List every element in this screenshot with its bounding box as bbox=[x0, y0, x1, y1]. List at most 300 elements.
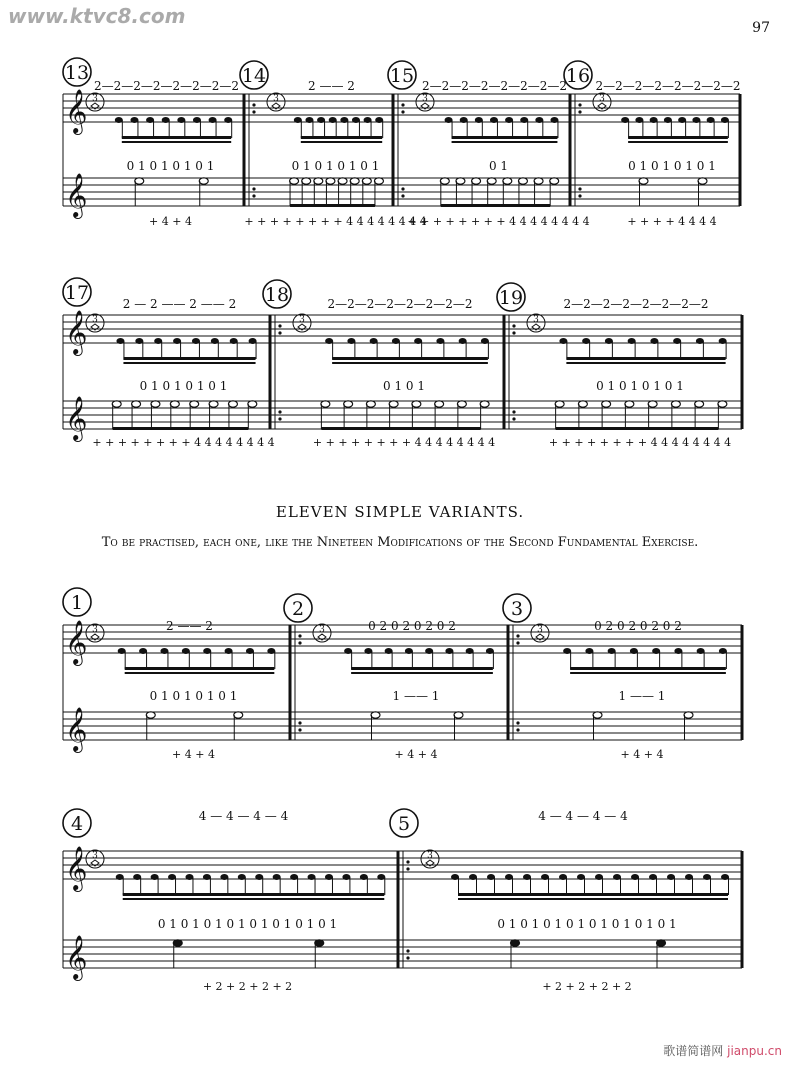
notehead bbox=[305, 117, 313, 123]
notehead bbox=[267, 648, 275, 654]
notehead bbox=[466, 648, 474, 654]
notehead bbox=[621, 117, 629, 123]
bass-notehead bbox=[457, 401, 466, 407]
beam bbox=[351, 672, 493, 674]
beam bbox=[566, 362, 725, 364]
bass-notehead bbox=[718, 401, 727, 407]
bass-fingering: + + + + 4 4 4 4 bbox=[627, 215, 717, 228]
bass-notehead bbox=[440, 178, 449, 184]
beam bbox=[458, 898, 728, 900]
notehead bbox=[168, 874, 176, 880]
string-number: 3 bbox=[427, 851, 433, 861]
bass-fingering: + 2 + 2 + 2 + 2 bbox=[202, 980, 293, 993]
string-number: 3 bbox=[533, 315, 539, 325]
notehead bbox=[425, 648, 433, 654]
bass-notehead bbox=[671, 401, 680, 407]
repeat-dot bbox=[406, 867, 409, 870]
notehead bbox=[377, 874, 385, 880]
repeat-dot bbox=[578, 194, 581, 197]
repeat-dot bbox=[278, 417, 281, 420]
bass-notehead bbox=[199, 178, 208, 184]
notehead bbox=[563, 648, 571, 654]
notehead bbox=[667, 874, 675, 880]
measure-number: 3 bbox=[510, 598, 524, 620]
notehead bbox=[154, 338, 162, 344]
lower-fingering: 0 1 0 1 0 1 0 1 bbox=[126, 159, 215, 173]
bass-notehead bbox=[344, 401, 353, 407]
notehead bbox=[436, 338, 444, 344]
repeat-dot bbox=[401, 187, 404, 190]
bass-notehead bbox=[684, 712, 693, 718]
notehead bbox=[664, 117, 672, 123]
notehead bbox=[224, 117, 232, 123]
lower-fingering: 0 1 0 1 0 1 0 1 bbox=[628, 159, 716, 173]
bass-beam bbox=[321, 427, 480, 430]
upper-beamed-notes bbox=[621, 117, 729, 143]
bass-notehead bbox=[648, 401, 657, 407]
upper-fingering: 2 — 2 —— 2 —— 2 bbox=[122, 297, 237, 311]
beam bbox=[452, 141, 558, 143]
repeat-dot bbox=[401, 103, 404, 106]
bass-notehead bbox=[389, 401, 398, 407]
repeat-dot bbox=[401, 110, 404, 113]
bass-notehead bbox=[435, 401, 444, 407]
notehead bbox=[375, 117, 383, 123]
repeat-dot bbox=[516, 721, 519, 724]
notehead bbox=[550, 117, 558, 123]
treble-clef: 𝄞 bbox=[65, 89, 88, 133]
footer-credit bbox=[663, 1042, 782, 1059]
bass-notehead bbox=[625, 401, 634, 407]
bass-notehead bbox=[362, 178, 371, 184]
bass-fingering: + + + + + + + + 4 4 4 4 4 4 4 4 bbox=[244, 215, 427, 228]
notehead bbox=[460, 117, 468, 123]
notehead bbox=[719, 338, 727, 344]
beam bbox=[332, 357, 488, 360]
beam bbox=[122, 136, 231, 139]
measure-number: 19 bbox=[498, 287, 524, 309]
bass-notehead bbox=[290, 178, 299, 184]
lower-fingering: 1 —— 1 bbox=[618, 689, 666, 703]
notehead bbox=[230, 338, 238, 344]
repeat-dot bbox=[252, 103, 255, 106]
beam bbox=[458, 893, 728, 896]
bass-beam bbox=[113, 427, 249, 430]
repeat-dot bbox=[512, 331, 515, 334]
bass-notehead bbox=[190, 401, 199, 407]
upper-fingering: 2—2—2—2—2—2—2—2 bbox=[93, 79, 240, 93]
notehead bbox=[246, 648, 254, 654]
upper-beamed-notes bbox=[325, 338, 489, 364]
notehead bbox=[535, 117, 543, 123]
bass-notehead bbox=[550, 178, 559, 184]
notehead bbox=[490, 117, 498, 123]
string-number: 3 bbox=[92, 315, 98, 325]
bass-notehead bbox=[321, 401, 330, 407]
notehead bbox=[151, 874, 159, 880]
upper-fingering: 4 — 4 — 4 — 4 bbox=[198, 809, 289, 823]
notehead bbox=[678, 117, 686, 123]
notehead bbox=[481, 338, 489, 344]
notehead bbox=[342, 874, 350, 880]
notehead bbox=[721, 117, 729, 123]
measure-number: 14 bbox=[241, 65, 267, 87]
repeat-dot bbox=[298, 728, 301, 731]
beam bbox=[570, 667, 726, 670]
notehead bbox=[146, 117, 154, 123]
bass-fingering: + + + + + + + + 4 4 4 4 4 4 4 4 bbox=[548, 436, 732, 449]
notehead bbox=[520, 117, 528, 123]
notehead bbox=[523, 874, 531, 880]
beam bbox=[570, 672, 726, 674]
bass-notehead bbox=[472, 178, 481, 184]
bass-notehead bbox=[555, 401, 564, 407]
notehead bbox=[469, 874, 477, 880]
repeat-dot bbox=[516, 728, 519, 731]
upper-beamed-notes bbox=[559, 338, 726, 364]
repeat-dot bbox=[578, 110, 581, 113]
beam bbox=[628, 136, 728, 139]
measure-number: 4 bbox=[70, 813, 84, 835]
notehead bbox=[290, 874, 298, 880]
repeat-dot bbox=[278, 331, 281, 334]
notehead bbox=[255, 874, 263, 880]
notehead bbox=[487, 874, 495, 880]
notehead bbox=[451, 874, 459, 880]
notehead bbox=[203, 648, 211, 654]
notehead bbox=[347, 338, 355, 344]
string-number: 3 bbox=[537, 625, 543, 635]
upper-fingering: 2 —— 2 bbox=[308, 79, 355, 93]
measure-number: 18 bbox=[264, 284, 290, 306]
notehead bbox=[116, 338, 124, 344]
beam bbox=[123, 357, 255, 360]
repeat-dot bbox=[516, 641, 519, 644]
bass-notehead bbox=[578, 401, 587, 407]
notehead bbox=[486, 648, 494, 654]
notehead bbox=[370, 338, 378, 344]
notehead bbox=[595, 874, 603, 880]
measure-number: 5 bbox=[397, 813, 411, 835]
repeat-dot bbox=[278, 410, 281, 413]
notehead bbox=[325, 874, 333, 880]
notehead bbox=[329, 117, 337, 123]
bass-notehead bbox=[602, 401, 611, 407]
upper-fingering: 0 2 0 2 0 2 0 2 bbox=[594, 619, 682, 633]
bass-notehead bbox=[338, 178, 347, 184]
notehead bbox=[650, 338, 658, 344]
measure-number: 1 bbox=[70, 592, 84, 614]
bass-notehead bbox=[248, 401, 257, 407]
beam bbox=[452, 136, 558, 139]
lower-fingering: 0 1 bbox=[488, 159, 509, 173]
treble-clef: 𝄞 bbox=[65, 620, 88, 664]
notehead bbox=[628, 338, 636, 344]
treble-clef: 𝄞 bbox=[65, 310, 88, 354]
repeat-dot bbox=[298, 721, 301, 724]
lower-fingering: 0 1 0 1 0 1 0 1 bbox=[149, 689, 238, 703]
bass-fingering: + 4 + 4 bbox=[620, 748, 664, 761]
notehead bbox=[209, 117, 217, 123]
upper-beamed-notes bbox=[563, 648, 727, 674]
notehead bbox=[308, 874, 316, 880]
bass-notehead bbox=[234, 712, 243, 718]
notehead bbox=[360, 874, 368, 880]
bass-notehead bbox=[657, 940, 666, 946]
repeat-dot bbox=[298, 634, 301, 637]
notehead bbox=[364, 648, 372, 654]
section-subtitle: To be practised, each one, like the Nineteen Modifications of the Second Fundamental Exercise. bbox=[101, 535, 699, 550]
bass-notehead bbox=[371, 712, 380, 718]
bass-notehead bbox=[487, 178, 496, 184]
notehead bbox=[559, 338, 567, 344]
notehead bbox=[445, 648, 453, 654]
notehead bbox=[559, 874, 567, 880]
repeat-dot bbox=[512, 417, 515, 420]
notehead bbox=[585, 648, 593, 654]
repeat-dot bbox=[406, 949, 409, 952]
notehead bbox=[182, 648, 190, 654]
notehead bbox=[582, 338, 590, 344]
string-number: 3 bbox=[599, 94, 605, 104]
beam bbox=[301, 136, 382, 139]
bass-notehead bbox=[366, 401, 375, 407]
bass-notehead bbox=[151, 401, 160, 407]
measure-number: 16 bbox=[565, 65, 591, 87]
bass-beam bbox=[441, 204, 550, 207]
notehead bbox=[177, 117, 185, 123]
notehead bbox=[577, 874, 585, 880]
notehead bbox=[317, 117, 325, 123]
bass-notehead bbox=[695, 401, 704, 407]
notehead bbox=[325, 338, 333, 344]
notehead bbox=[162, 117, 170, 123]
notehead bbox=[692, 117, 700, 123]
notehead bbox=[541, 874, 549, 880]
notehead bbox=[414, 338, 422, 344]
upper-beamed-notes bbox=[115, 117, 232, 143]
beam bbox=[125, 672, 275, 674]
treble-clef: 𝄞 bbox=[65, 707, 88, 751]
notehead bbox=[697, 648, 705, 654]
beam bbox=[351, 667, 493, 670]
measure-number: 13 bbox=[64, 62, 90, 84]
notehead bbox=[685, 874, 693, 880]
measure-number: 2 bbox=[291, 598, 305, 620]
bass-notehead bbox=[639, 178, 648, 184]
beam bbox=[123, 893, 385, 896]
string-number: 3 bbox=[92, 625, 98, 635]
notehead bbox=[185, 874, 193, 880]
notehead bbox=[673, 338, 681, 344]
repeat-dot bbox=[252, 194, 255, 197]
beam bbox=[628, 141, 728, 143]
bass-notehead bbox=[412, 401, 421, 407]
treble-clef: 𝄞 bbox=[65, 173, 88, 217]
upper-fingering: 2—2—2—2—2—2—2—2 bbox=[563, 297, 709, 311]
notehead bbox=[193, 117, 201, 123]
footer-site-url: jianpu.cn bbox=[727, 1044, 782, 1058]
measure-number: 15 bbox=[389, 65, 415, 87]
string-number: 3 bbox=[299, 315, 305, 325]
beam bbox=[123, 362, 255, 364]
bass-notehead bbox=[593, 712, 602, 718]
notehead bbox=[249, 338, 257, 344]
lower-fingering: 0 1 0 1 bbox=[383, 379, 425, 393]
bass-fingering: + + + + + + + + 4 4 4 4 4 4 4 4 bbox=[92, 436, 275, 449]
bass-notehead bbox=[132, 401, 141, 407]
page-number: 97 bbox=[752, 20, 770, 36]
notehead bbox=[238, 874, 246, 880]
notehead bbox=[192, 338, 200, 344]
notehead bbox=[130, 117, 138, 123]
repeat-dot bbox=[516, 634, 519, 637]
notehead bbox=[630, 648, 638, 654]
repeat-dot bbox=[252, 110, 255, 113]
notehead bbox=[635, 117, 643, 123]
upper-fingering: 2—2—2—2—2—2—2—2 bbox=[327, 297, 473, 311]
notehead bbox=[133, 874, 141, 880]
string-number: 3 bbox=[422, 94, 428, 104]
notehead bbox=[118, 648, 126, 654]
notehead bbox=[696, 338, 704, 344]
notehead bbox=[211, 338, 219, 344]
bass-fingering: + + + + + + + + 4 4 4 4 4 4 4 4 bbox=[312, 436, 496, 449]
notehead bbox=[613, 874, 621, 880]
notehead bbox=[392, 338, 400, 344]
section-title: ELEVEN SIMPLE VARIANTS. bbox=[275, 503, 525, 521]
notehead bbox=[652, 648, 660, 654]
watermark: www.ktvc8.com bbox=[8, 4, 186, 28]
upper-beamed-notes bbox=[294, 117, 383, 143]
bass-fingering: + 4 + 4 bbox=[394, 748, 438, 761]
bass-notehead bbox=[326, 178, 335, 184]
notehead bbox=[703, 874, 711, 880]
lower-staff bbox=[63, 707, 742, 753]
bass-notehead bbox=[173, 940, 182, 946]
repeat-dot bbox=[406, 860, 409, 863]
bass-fingering: + 2 + 2 + 2 + 2 bbox=[542, 980, 632, 993]
bass-notehead bbox=[146, 712, 155, 718]
notehead bbox=[505, 874, 513, 880]
upper-beamed-notes bbox=[451, 874, 729, 900]
bass-notehead bbox=[374, 178, 383, 184]
notehead bbox=[650, 117, 658, 123]
upper-beamed-notes bbox=[445, 117, 559, 143]
bass-notehead bbox=[503, 178, 512, 184]
notehead bbox=[115, 117, 123, 123]
upper-beamed-notes bbox=[118, 648, 276, 674]
notehead bbox=[631, 874, 639, 880]
repeat-dot bbox=[512, 324, 515, 327]
bass-notehead bbox=[518, 178, 527, 184]
notehead bbox=[475, 117, 483, 123]
string-number: 3 bbox=[92, 94, 98, 104]
upper-fingering: 4 — 4 — 4 — 4 bbox=[538, 809, 628, 823]
string-number: 3 bbox=[319, 625, 325, 635]
notehead bbox=[674, 648, 682, 654]
beam bbox=[566, 357, 725, 360]
lower-fingering: 0 1 0 1 0 1 0 1 0 1 0 1 0 1 0 1 bbox=[497, 917, 677, 931]
bass-beam bbox=[290, 204, 375, 207]
notehead bbox=[135, 338, 143, 344]
beam bbox=[122, 141, 231, 143]
beam bbox=[125, 667, 275, 670]
bass-notehead bbox=[480, 401, 489, 407]
bass-notehead bbox=[314, 178, 323, 184]
bass-notehead bbox=[228, 401, 237, 407]
notehead bbox=[344, 648, 352, 654]
bass-notehead bbox=[511, 940, 520, 946]
lower-fingering: 0 1 0 1 0 1 0 1 0 1 0 1 0 1 0 1 bbox=[157, 917, 338, 931]
upper-fingering: 2—2—2—2—2—2—2—2 bbox=[595, 79, 741, 93]
repeat-dot bbox=[512, 410, 515, 413]
treble-clef: 𝄞 bbox=[65, 935, 88, 979]
bass-notehead bbox=[454, 712, 463, 718]
notehead bbox=[220, 874, 228, 880]
bass-notehead bbox=[112, 401, 121, 407]
beam bbox=[123, 898, 385, 900]
bass-notehead bbox=[350, 178, 359, 184]
bass-notehead bbox=[302, 178, 311, 184]
upper-fingering: 2—2—2—2—2—2—2—2 bbox=[421, 79, 568, 93]
notehead bbox=[364, 117, 372, 123]
upper-fingering: 0 2 0 2 0 2 0 2 bbox=[368, 619, 456, 633]
repeat-dot bbox=[578, 103, 581, 106]
beam bbox=[332, 362, 488, 364]
bass-notehead bbox=[698, 178, 707, 184]
repeat-dot bbox=[298, 641, 301, 644]
bass-fingering: + 4 + 4 bbox=[149, 215, 192, 228]
notehead bbox=[203, 874, 211, 880]
repeat-dot bbox=[252, 187, 255, 190]
upper-beamed-notes bbox=[344, 648, 494, 674]
lower-fingering: 0 1 0 1 0 1 0 1 bbox=[291, 159, 380, 173]
notehead bbox=[605, 338, 613, 344]
bass-notehead bbox=[209, 401, 218, 407]
string-number: 3 bbox=[273, 94, 279, 104]
notehead bbox=[505, 117, 513, 123]
bass-fingering: + 4 + 4 bbox=[172, 748, 215, 761]
measure-number: 17 bbox=[64, 282, 90, 304]
notehead bbox=[139, 648, 147, 654]
notehead bbox=[294, 117, 302, 123]
notehead bbox=[173, 338, 181, 344]
repeat-dot bbox=[578, 187, 581, 190]
upper-beamed-notes bbox=[116, 338, 256, 364]
footer-site-cn: 歌谱简谱网 bbox=[663, 1044, 724, 1058]
bass-notehead bbox=[135, 178, 144, 184]
beam bbox=[301, 141, 382, 143]
notehead bbox=[225, 648, 233, 654]
bass-notehead bbox=[456, 178, 465, 184]
bass-notehead bbox=[315, 940, 324, 946]
string-number: 3 bbox=[92, 851, 98, 861]
notehead bbox=[649, 874, 657, 880]
notehead bbox=[352, 117, 360, 123]
treble-clef: 𝄞 bbox=[65, 396, 88, 440]
notehead bbox=[340, 117, 348, 123]
repeat-dot bbox=[406, 956, 409, 959]
treble-clef: 𝄞 bbox=[65, 846, 88, 890]
notehead bbox=[721, 874, 729, 880]
upper-staff bbox=[63, 310, 742, 356]
notehead bbox=[385, 648, 393, 654]
notehead bbox=[273, 874, 281, 880]
notehead bbox=[116, 874, 124, 880]
repeat-dot bbox=[401, 194, 404, 197]
notehead bbox=[707, 117, 715, 123]
